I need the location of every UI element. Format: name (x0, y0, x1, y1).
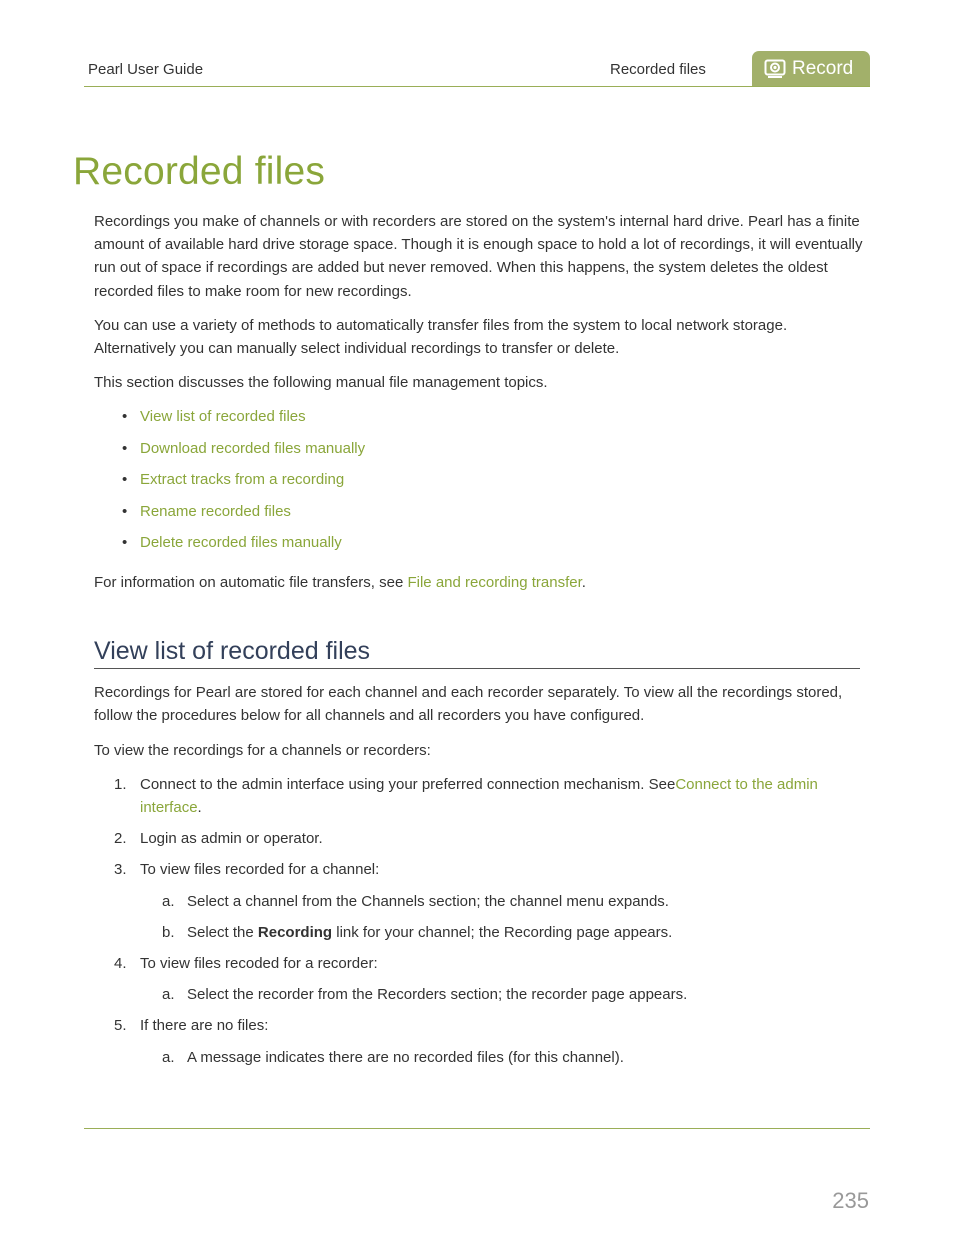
list-item (94, 405, 864, 437)
step-3 (94, 858, 864, 881)
step-number: 5. (114, 1017, 127, 1035)
intro-paragraph-3: This section discusses the following manual file management topics. (94, 374, 548, 392)
header-section-title: Recorded files (610, 61, 706, 78)
list-item (94, 531, 864, 563)
step-5a (94, 1046, 864, 1069)
section-heading: View list of recorded files (94, 636, 860, 669)
bullet: • (122, 502, 128, 520)
step-text: If there are no files: (140, 1017, 269, 1035)
topic-link-download[interactable]: Download recorded files manually (140, 439, 366, 457)
step-1 (94, 773, 864, 819)
page-number: 235 (832, 1188, 869, 1213)
topic-link-extract-tracks[interactable]: Extract tracks from a recording (140, 471, 345, 489)
topic-link-rename[interactable]: Rename recorded files (140, 502, 291, 520)
substep-suffix: link for your channel; the Recording page appears. (332, 923, 673, 941)
substep-letter: a. (162, 892, 175, 910)
step-3a (94, 890, 864, 913)
intro-paragraph-1: Recordings you make of channels or with recorders are stored on the system's internal hard drive. Pearl has a finite amount of available hard drive storage space. Though it is enough space to hold a lot of recordings, it will eventually run out of space if recordings are added but never removed. When this happens, the system deletes the oldest recorded files to make room for new recordings. (94, 213, 863, 300)
topic-link-view-list[interactable]: View list of recorded files (140, 408, 306, 426)
bullet: • (122, 408, 128, 426)
section-paragraph-1: Recordings for Pearl are stored for each channel and each recorder separately. To view all the recordings stored, follow the procedures below for all channels and all recorders you have configured. (94, 684, 843, 725)
list-item (94, 500, 864, 532)
step-3b (94, 921, 864, 944)
step-5 (94, 1014, 864, 1037)
auto-transfer-suffix: . (581, 573, 586, 591)
guide-title: Pearl User Guide (88, 61, 204, 78)
auto-transfer-paragraph (94, 571, 864, 594)
substep-text: Select the recorder from the Recorders section; the recorder page appears. (187, 986, 688, 1004)
substep-text: Select a channel from the Channels section; the channel menu expands. (187, 892, 669, 910)
topic-link-delete[interactable]: Delete recorded files manually (140, 534, 342, 552)
record-icon (764, 59, 786, 79)
intro-paragraph-2: You can use a variety of methods to automatically transfer files from the system to local network storage. Alternatively you can manually select individual recordings to transfer or delete. (94, 316, 788, 358)
auto-transfer-text: For information on automatic file transfers, see (94, 573, 408, 591)
substep-letter: a. (162, 1048, 175, 1066)
footer-rule (84, 1128, 870, 1129)
topic-list (94, 405, 864, 563)
substep-letter: b. (162, 923, 175, 941)
substep-text: A message indicates there are no recorded files (for this channel). (187, 1048, 624, 1066)
bullet: • (122, 534, 128, 552)
step-number: 3. (114, 861, 127, 879)
section-paragraph-2: To view the recordings for a channels or recorders: (94, 741, 431, 759)
page-title: Recorded files (73, 150, 326, 193)
record-tab-label: Record (792, 58, 854, 79)
step-number: 4. (114, 954, 127, 972)
recording-bold: Recording (257, 923, 333, 941)
step-2 (94, 827, 864, 850)
step-text: To view files recoded for a recorder: (140, 954, 378, 972)
step-4a (94, 983, 864, 1006)
step-text: Connect to the admin interface using your preferred connection mechanism. See (140, 775, 676, 793)
step-number: 1. (114, 775, 127, 793)
connect-admin-link[interactable]: Connect to the admin interface (140, 775, 818, 816)
header-rule (84, 86, 870, 87)
procedure-steps (94, 773, 864, 1069)
record-tab (752, 51, 870, 87)
list-item (94, 468, 864, 500)
step-text: To view files recorded for a channel: (140, 861, 380, 879)
step-text: Login as admin or operator. (140, 830, 323, 848)
bullet: • (122, 471, 128, 489)
list-item (94, 437, 864, 469)
file-transfer-link[interactable]: File and recording transfer (407, 573, 582, 591)
main-content (94, 210, 864, 1077)
step-suffix: . (197, 798, 202, 816)
substep-text: Select the (187, 923, 258, 941)
step-4 (94, 952, 864, 975)
substep-letter: a. (162, 986, 175, 1004)
step-number: 2. (114, 830, 127, 848)
bullet: • (122, 439, 128, 457)
